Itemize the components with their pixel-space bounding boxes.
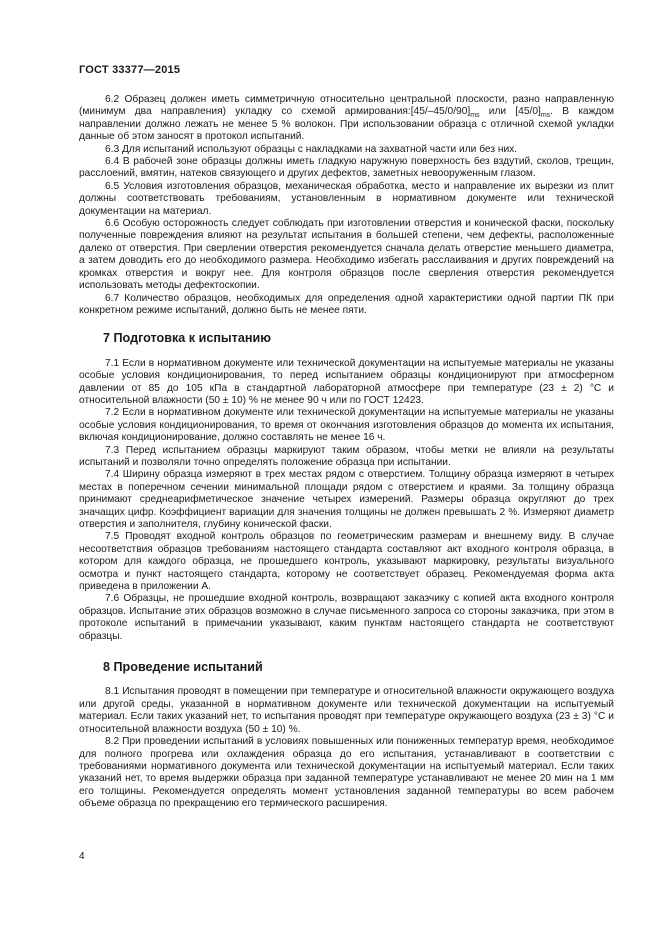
paragraph-6-2-part3: . В каждом направлении должно лежать не менее 5 % волокон. При использовании образца с отличной схемой укладки данные об этом заносят в протокол испытаний. <box>79 106 615 143</box>
paragraph-7-3: 7.3 Перед испытанием образцы маркируют таким образом, чтобы метки не влияли на результаты испытаний и позволяли точно определять положение образца при испытании. <box>79 444 614 468</box>
section-7-title: 7 Подготовка к испытанию <box>103 331 271 346</box>
paragraph-7-4: 7.4 Ширину образца измеряют в трех местах рядом с отверстием. Толщину образца измеряют в четырех местах в поперечном сечении минимальной площади рядом с отверстием и краями. За толщину образца принимают среднеарифметическое значение четырех измерений. Размеры образца округляют до трех значащих цифр. Коэффициент вариации для значения толщины не должен превышать 2 %. Измеряют диаметр отверстия и заполнителя, глубину конической фаски. <box>79 469 614 530</box>
paragraph-8-2: 8.2 При проведении испытаний в условиях повышенных или пониженных температур время, необходимое для полного прогрева или охлаждения образца до его испытания, устанавливают в соответствии с требованиями нормативного документа или технической документации на испытуемый материал. Если таких указаний нет, то время выдержки образца при заданной температуре устанавливают не менее 20 мин на 1 мм его толщины. Рекомендуется определять момент установления заданной температуры во всем рабочем объеме образца по прекращению его термического расширения. <box>79 736 614 810</box>
paragraph-6-5: 6.5 Условия изготовления образцов, механическая обработка, место и направление их вырезки из плит должны соответствовать требованиям, установленным в нормативном документе или технической документации на материал. <box>79 180 614 217</box>
paragraph-8-1: 8.1 Испытания проводят в помещении при температуре и относительной влажности окружающего воздуха или другой среды, указанной в нормативном документе или технической документации на испытуемый материал. Если таких указаний нет, то испытания проводят при температуре окружающего воздуха (23 ± 3) °С и относительной влажности воздуха (50 ± 10) %. <box>79 686 614 735</box>
document-header: ГОСТ 33377—2015 <box>79 64 181 76</box>
section-8-title: 8 Проведение испытаний <box>103 660 263 675</box>
paragraph-7-2: 7.2 Если в нормативном документе или технической документации на испытуемые материалы не указаны особые условия кондиционирования, то время от окончания изготовления образцов до момента их испытания, включая кондиционирование, должно составлять не менее 16 ч. <box>79 407 614 444</box>
paragraph-6-3: 6.3 Для испытаний используют образцы с накладками на захватной части или без них. <box>105 143 518 155</box>
paragraph-6-6: 6.6 Особую осторожность следует соблюдать при изготовлении отверстия и конической фаски, поскольку полученные повреждения влияют на результат испытания в большей степени, чем дефекты, расположенные далеко от отверстия. При сверлении отверстия рекомендуется сначала делать отверстие меньшего диаметра, а затем доводить его до необходимого размера. Необходимо избегать расслаивания и других повреждений на кромках отверстия и вокруг нее. Для контроля образцов после сверления отверстия рекомендуется использовать методы дефектоскопии. <box>79 218 614 292</box>
paragraph-6-4: 6.4 В рабочей зоне образцы должны иметь гладкую наружную поверхность без вздутий, сколов, трещин, расслоений, вмятин, натеков связующего и других дефектов, заметных невооруженным глазом. <box>79 156 614 180</box>
paragraph-6-2-part1: 6.2 Образец должен иметь симметричную относительно центральной плоскости, разно направленную (минимум два направления) укладку со схемой армирования:[45/–45/0/90] <box>79 94 614 118</box>
paragraph-6-2 <box>79 94 614 144</box>
subscript-ms: ms <box>470 112 480 120</box>
paragraph-7-6: 7.6 Образцы, не прошедшие входной контроль, возвращают заказчику с копией акта входного контроля образцов. Испытание этих образцов возможно в случае письменного запроса со стороны заказчика, при этом в протоколе испытаний в примечании указывают, каким пунктам настоящего стандарта не соответствуют образцы. <box>79 593 614 642</box>
subscript-ms: ms <box>540 112 551 120</box>
page-body <box>79 94 614 811</box>
paragraph-7-1: 7.1 Если в нормативном документе или технической документации на испытуемые материалы не указаны особые условия кондиционирования, то перед испытанием образцы кондиционируют при атмосферном давлении от 85 до 105 кПа в стандартной лабораторной атмосфере при температуре (23 ± 2) °С и относительной влажности (50 ± 10) % не менее 90 ч или по ГОСТ 12423. <box>79 357 614 406</box>
paragraph-7-5: 7.5 Проводят входной контроль образцов по геометрическим размерам и внешнему виду. В случае несоответствия образцов требованиям настоящего стандарта составляют акт входного контроля образца, в котором для каждого образца, не прошедшего контроль, указывают маркировку, результаты визуального осмотра и пункт настоящего стандарта, которому не соответствует образец. Рекомендуемая форма акта приведена в приложении А. <box>79 531 614 593</box>
page-number: 4 <box>79 851 85 862</box>
paragraph-6-2-part2: или [45/0] <box>479 106 541 118</box>
paragraph-6-7: 6.7 Количество образцов, необходимых для определения одной характеристики одной партии ПК при конкретном режиме испытаний, должно быть не менее пяти. <box>79 292 614 316</box>
